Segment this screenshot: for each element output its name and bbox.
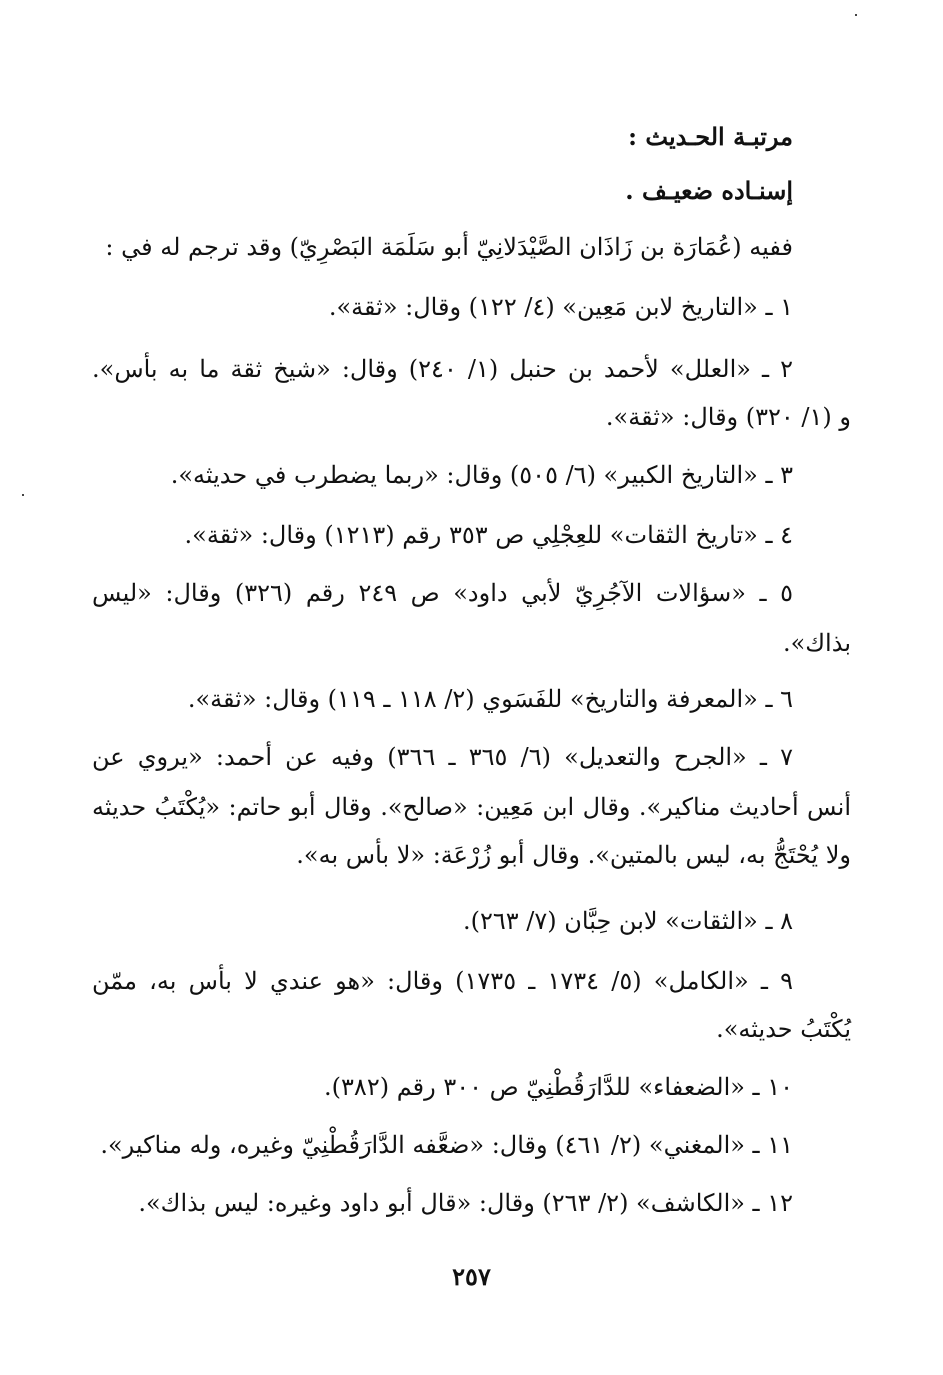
list-item-5-continuation: بذاك». — [782, 629, 851, 657]
list-item-12: ١٢ ـ «الكاشف» (٢/ ٢٦٣) وقال: «قال أبو داود وغيره: ليس بذاك». — [138, 1189, 793, 1217]
list-item-5: ٥ ـ «سؤالات الآجُرِيّ لأبي داود» ص ٢٤٩ رقم (٣٢٦) وقال: «ليس — [92, 579, 794, 607]
list-item-11: ١١ ـ «المغني» (٢/ ٤٦١) وقال: «ضعَّفه الدَّارَقُطْنِيّ وغيره، وله مناكير». — [100, 1131, 793, 1159]
list-item-4: ٤ ـ «تاريخ الثقات» للعِجْلِي ص ٣٥٣ رقم (١٢١٣) وقال: «ثقة». — [184, 521, 793, 549]
list-item-1: ١ ـ «التاريخ لابن مَعِين» (٤/ ١٢٢) وقال: «ثقة». — [328, 293, 793, 321]
list-item-2-continuation: و (١/ ٣٢٠) وقال: «ثقة». — [605, 403, 851, 431]
list-item-8: ٨ ـ «الثقات» لابن حِبَّان (٧/ ٢٦٣). — [463, 907, 793, 935]
list-item-3: ٣ ـ «التاريخ الكبير» (٦/ ٥٠٥) وقال: «ربما يضطرب في حديثه». — [170, 461, 793, 489]
list-item-10: ١٠ ـ «الضعفاء» للدَّارَقُطْنِيّ ص ٣٠٠ رقم (٣٨٢). — [324, 1073, 793, 1101]
list-item-7-continuation-1: أنس أحاديث مناكير». وقال ابن مَعِين: «صالح». وقال أبو حاتم: «يُكْتَبُ حديثه — [92, 793, 851, 821]
scan-speck — [22, 494, 24, 496]
list-item-9-continuation: يُكْتَبُ حديثه». — [716, 1015, 851, 1043]
hadith-verdict: إسنـاده ضعيـف . — [625, 176, 793, 205]
section-heading: مرتبـة الحـديث : — [628, 122, 793, 151]
scan-speck — [855, 14, 857, 16]
list-item-2: ٢ ـ «العلل» لأحمد بن حنبل (١/ ٢٤٠) وقال: «شيخ ثقة ما به بأس». — [92, 355, 794, 383]
page-number: ٢٥٧ — [452, 1262, 491, 1291]
list-item-6: ٦ ـ «المعرفة والتاريخ» للفَسَوي (٢/ ١١٨ ـ ١١٩) وقال: «ثقة». — [187, 685, 793, 713]
list-item-7: ٧ ـ «الجرح والتعديل» (٦/ ٣٦٥ ـ ٣٦٦) وفيه عن أحمد: «يروي عن — [92, 743, 794, 771]
list-item-9: ٩ ـ «الكامل» (٥/ ١٧٣٤ ـ ١٧٣٥) وقال: «هو عندي لا بأس به، ممّن — [92, 967, 794, 995]
list-item-7-continuation-2: ولا يُحْتَجُّ به، ليس بالمتين». وقال أبو زُرْعَة: «لا بأس به». — [296, 841, 851, 869]
intro-line: ففيه (عُمَارَة بن زَاذَان الصَّيْدَلانِيّ أبو سَلَمَة البَصْرِيّ) وقد ترجم له في : — [105, 233, 793, 261]
